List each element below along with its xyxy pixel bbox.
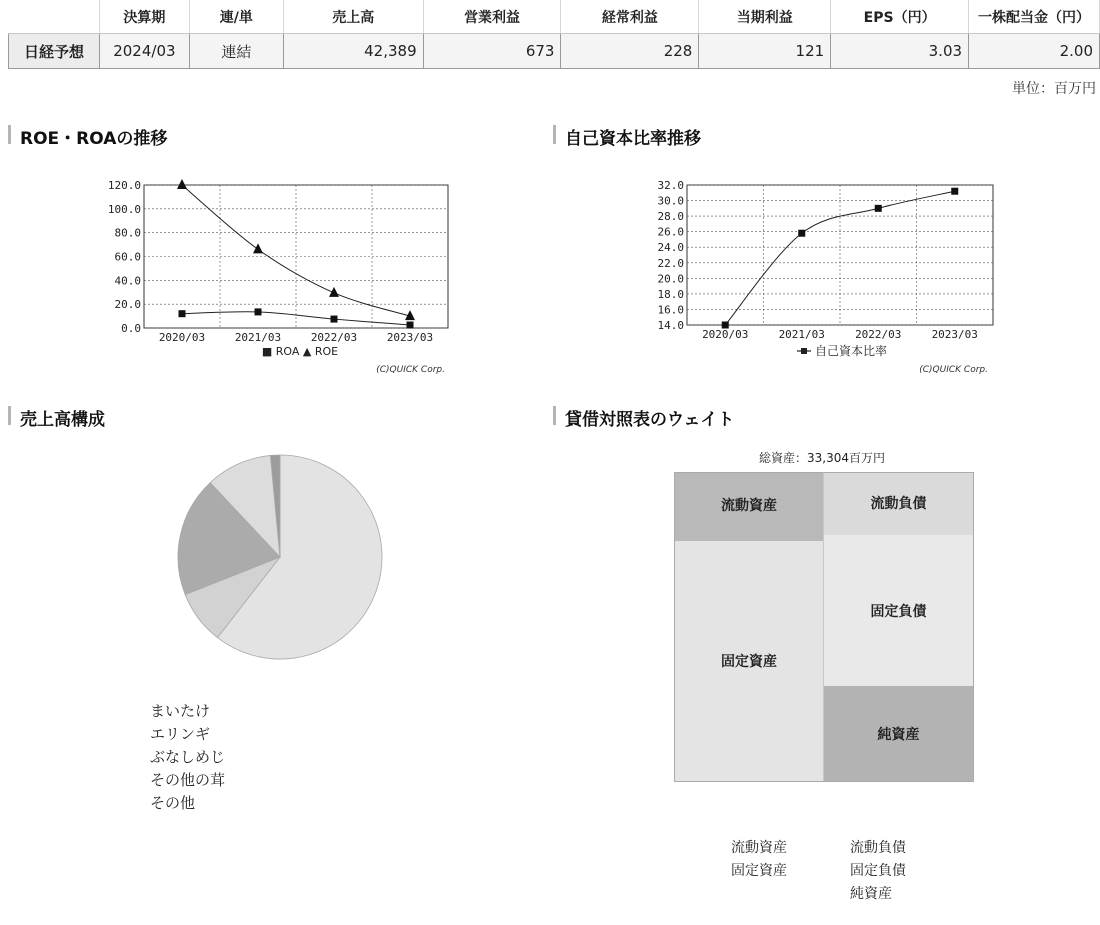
x-tick-label: 2021/03 (778, 328, 825, 341)
pie-legend-item: その他 (150, 794, 196, 812)
data-point (179, 310, 186, 317)
section-title-balance-sheet: 貸借対照表のウェイト (553, 405, 734, 430)
balance-sheet-diagram (674, 472, 974, 782)
y-tick-label: 28.0 (657, 210, 684, 224)
data-point (951, 188, 958, 195)
bs-legend-item: 流動資産 (731, 840, 787, 856)
pie-legend-item: ぶなしめじ (150, 748, 226, 766)
block-fixed-liabilities-label: 固定負債 (870, 603, 927, 620)
data-point (798, 230, 805, 237)
data-point (331, 316, 338, 323)
block-current-liabilities (824, 473, 973, 535)
total-assets-label: 総資産：33,304百万円 (759, 451, 885, 465)
pie-legend-item: まいたけ (150, 702, 211, 720)
y-tick-label: 40.0 (114, 274, 141, 288)
data-point (255, 308, 262, 315)
unit-note: 単位：百万円 (1012, 81, 1096, 97)
x-tick-label: 2023/03 (931, 328, 978, 341)
y-tick-label: 24.0 (657, 241, 684, 255)
roe-roa-credit: (C)QUICK Corp. (376, 365, 445, 375)
forecast-row (9, 34, 1100, 69)
block-current-assets (675, 473, 824, 541)
cell-net-profit: 121 (699, 34, 831, 69)
cell-operating-profit: 673 (423, 34, 561, 69)
data-point (722, 322, 729, 329)
bs-legend-item: 固定資産 (731, 863, 787, 879)
header-ordinary-profit: 経常利益 (561, 0, 699, 34)
y-tick-label: 18.0 (657, 287, 684, 301)
equity-ratio-legend (797, 343, 887, 358)
forecast-table (8, 0, 1100, 69)
bs-legend-item: 純資産 (850, 886, 892, 902)
header-eps: EPS（円） (831, 0, 969, 34)
cell-eps: 3.03 (831, 34, 969, 69)
x-tick-label: 2021/03 (234, 331, 282, 344)
header-sales: 売上高 (283, 0, 423, 34)
y-tick-label: 16.0 (657, 303, 684, 317)
header-net-profit: 当期利益 (699, 0, 831, 34)
sales-composition-legend (150, 700, 225, 815)
header-operating-profit: 営業利益 (423, 0, 561, 34)
roe-roa-chart (100, 175, 460, 380)
pie-legend-item: エリンギ (150, 725, 211, 743)
header-period: 決算期 (99, 0, 189, 34)
y-tick-label: 80.0 (114, 226, 141, 240)
cell-sales: 42,389 (283, 34, 423, 69)
cell-period: 2024/03 (99, 34, 189, 69)
pie-legend-item: その他の茸 (150, 771, 226, 789)
header-consolidation: 連/単 (189, 0, 283, 34)
bs-legend-item: 固定負債 (850, 863, 906, 879)
header-dividend: 一株配当金（円） (969, 0, 1100, 34)
cell-ordinary-profit: 228 (561, 34, 699, 69)
y-tick-label: 60.0 (114, 250, 141, 264)
data-point (177, 179, 187, 189)
block-fixed-liabilities (824, 535, 973, 686)
equity-ratio-chart (645, 175, 995, 380)
block-net-assets (824, 686, 973, 781)
block-current-assets-label: 流動資産 (721, 498, 777, 514)
block-fixed-assets-label: 固定資産 (721, 654, 777, 670)
block-net-assets-label: 純資産 (877, 726, 920, 743)
data-point (875, 205, 882, 212)
equity-ratio-credit: (C)QUICK Corp. (919, 365, 988, 375)
block-current-liabilities-label: 流動負債 (870, 496, 927, 512)
section-title-sales-composition: 売上高構成 (8, 405, 105, 430)
balance-sheet-legend-left (731, 837, 787, 883)
y-tick-label: 120.0 (107, 179, 141, 192)
y-tick-label: 22.0 (657, 256, 684, 270)
y-tick-label: 32.0 (657, 179, 684, 192)
header-empty (9, 0, 100, 34)
y-tick-label: 0.0 (121, 322, 141, 335)
x-tick-label: 2020/03 (702, 328, 749, 341)
x-tick-label: 2022/03 (855, 328, 902, 341)
y-tick-label: 20.0 (657, 272, 684, 286)
sales-composition-pie (170, 452, 390, 667)
section-title-roe-roa: ROE・ROAの推移 (8, 124, 167, 149)
y-tick-label: 100.0 (107, 202, 141, 216)
cell-dividend: 2.00 (969, 34, 1100, 69)
y-tick-label: 20.0 (114, 298, 141, 312)
y-tick-label: 30.0 (657, 194, 684, 208)
x-tick-label: 2022/03 (310, 331, 358, 344)
data-point (407, 322, 414, 329)
row-label: 日経予想 (9, 34, 100, 69)
x-tick-label: 2020/03 (158, 331, 206, 344)
block-fixed-assets (675, 541, 824, 781)
cell-consolidation: 連結 (189, 34, 283, 69)
forecast-header-row (9, 0, 1100, 34)
y-tick-label: 26.0 (657, 225, 684, 239)
y-tick-label: 14.0 (657, 319, 684, 332)
equity-ratio-legend-label: 自己資本比率 (815, 344, 888, 358)
bs-legend-item: 流動負債 (850, 840, 906, 856)
roe-roa-legend: ■ ROA ▲ ROE (261, 345, 339, 358)
section-title-equity-ratio: 自己資本比率推移 (553, 124, 701, 149)
x-tick-label: 2023/03 (386, 331, 434, 344)
balance-sheet-legend-right (850, 837, 906, 906)
